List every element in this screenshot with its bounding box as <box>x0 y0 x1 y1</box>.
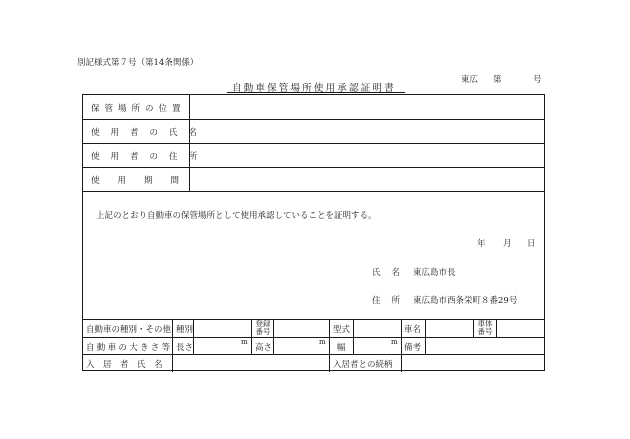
cert-dai: 第 <box>493 75 502 85</box>
kind-divider <box>193 319 194 354</box>
kind-label: 種別 <box>176 325 194 335</box>
issuer-address-label: 住所 <box>372 296 412 306</box>
issuer-name-label: 氏名 <box>372 268 412 278</box>
row-divider <box>83 143 544 144</box>
issuer-address-value: 東広島市西条栄町８番29号 <box>413 296 518 306</box>
resident-relation-label: 入居者との続柄 <box>333 360 393 370</box>
resident-name-label: 入居者氏名 <box>86 360 172 370</box>
model-divider <box>353 319 354 337</box>
date-day: 日 <box>527 239 536 249</box>
vehicle-mid-divider <box>329 319 330 372</box>
height-unit: m <box>319 338 326 346</box>
row-divider <box>83 119 544 120</box>
bodyno-label-divider <box>496 319 497 337</box>
cert-prefix: 東広 <box>461 75 479 85</box>
row-divider <box>83 354 544 355</box>
statement-text: 上記のとおり自動車の保管場所として使用承認していることを証明する。 <box>96 211 377 221</box>
width-unit: m <box>391 338 398 346</box>
section-divider <box>83 319 544 320</box>
reg-number-label: 登録番号 <box>255 319 271 336</box>
date-year: 年 <box>477 239 486 249</box>
issuer-name-value: 東広島市長 <box>413 268 456 278</box>
location-label: 保管場所の位置 <box>91 104 186 114</box>
width-divider <box>353 337 354 354</box>
user-address-label: 使用者の住所 <box>91 152 209 162</box>
row-divider <box>83 191 544 192</box>
length-unit: m <box>241 338 248 346</box>
carname-divider <box>401 319 402 354</box>
reg-divider <box>251 319 252 354</box>
width-label: 幅 <box>337 343 346 353</box>
carname-label-divider <box>425 319 426 354</box>
bodyno-divider <box>473 319 474 337</box>
remarks-label: 備考 <box>404 343 422 353</box>
form-reference-note: 別記様式第７号（第14条関係） <box>77 58 199 68</box>
car-name-label: 車名 <box>404 325 422 335</box>
length-label: 長さ <box>176 343 194 353</box>
certificate-form-table <box>82 94 545 371</box>
document-title: 自動車保管場所使用承認証明書 <box>232 83 396 94</box>
height-label: 高さ <box>255 343 273 353</box>
vehicle-type-label: 自動車の種別・その他 <box>86 325 172 335</box>
body-number-label: 車体番号 <box>477 319 493 336</box>
user-name-label: 使用者の氏名 <box>91 128 209 138</box>
row-divider <box>83 167 544 168</box>
cert-go: 号 <box>533 75 542 85</box>
model-label: 型式 <box>333 325 351 335</box>
relation-divider <box>401 354 402 372</box>
vehicle-size-label: 自動車の大きさ等 <box>86 343 173 353</box>
row-divider <box>83 337 544 338</box>
title-underline <box>227 92 405 93</box>
period-label: 使用期間 <box>91 176 198 186</box>
reg-label-divider <box>273 319 274 354</box>
date-month: 月 <box>503 239 512 249</box>
